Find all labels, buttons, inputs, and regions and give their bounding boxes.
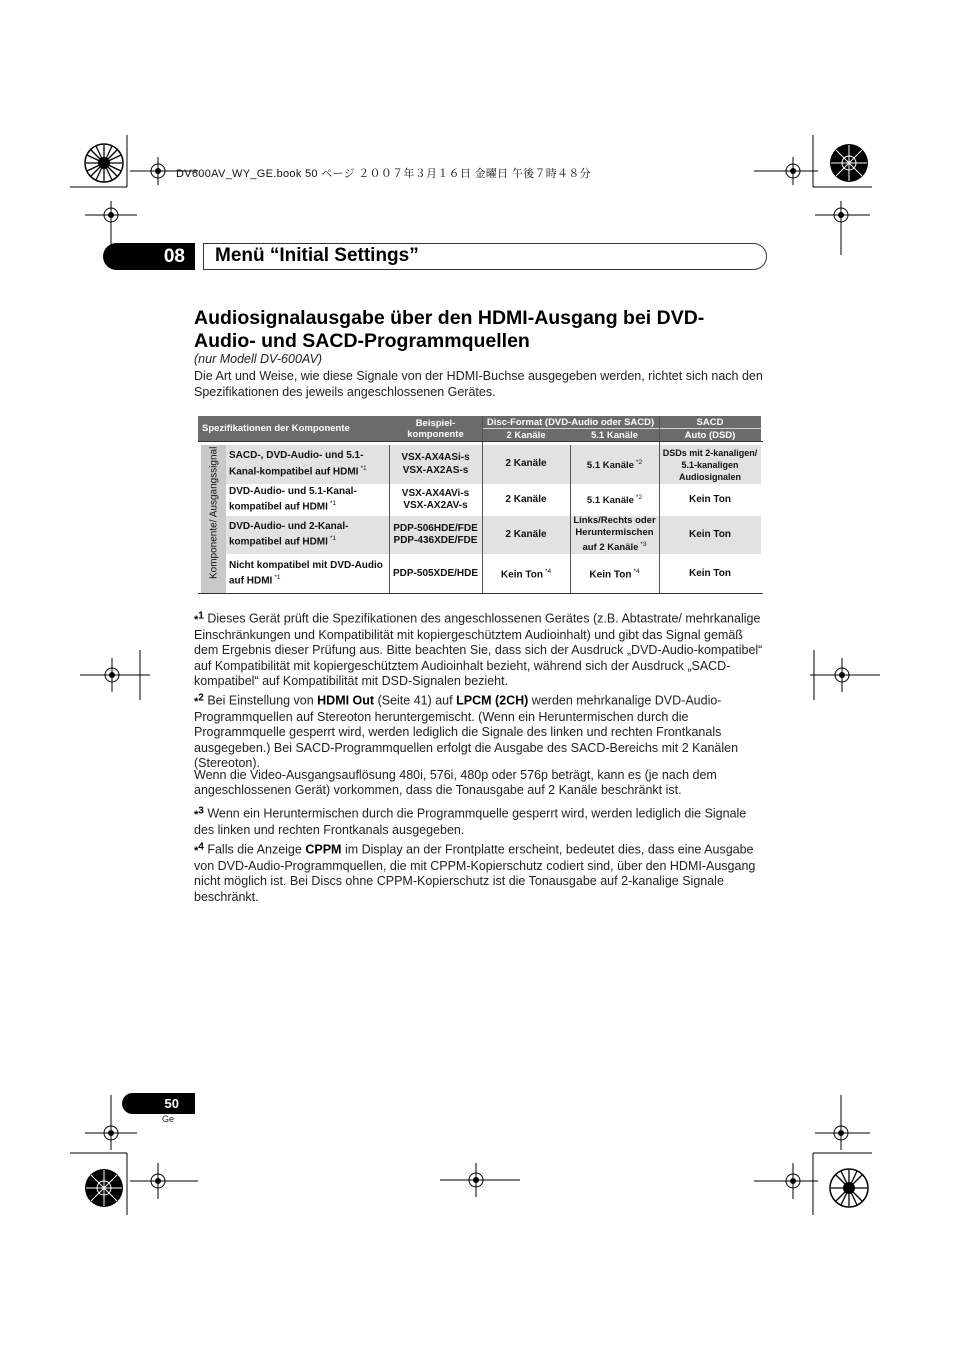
table-row-2-spec: DVD-Audio- und 5.1-Kanal-kompatibel auf HDMI $^{*1}$ xyxy=(229,485,357,513)
table-row-1-51ch: 5.1 Kanäle $^{*2}$ xyxy=(570,445,659,484)
header-example: Beispiel-komponente xyxy=(389,416,482,441)
table-row-3-spec: DVD-Audio- und 2-Kanal-kompatibel auf HDMI $^{*1}$ xyxy=(226,516,389,554)
table-row-2-example: VSX-AX4AVi-s VSX-AX2AV-s xyxy=(401,487,470,511)
table-row-1-spec: SACD-, DVD-Audio- und 5.1-Kanal-kompatibel auf HDMI $^{*1}$ xyxy=(226,445,389,484)
table-row-3-sacd: Kein Ton xyxy=(659,516,761,554)
footnote-4: *$^4$ Falls die Anzeige CPPM im Display an der Frontplatte erscheint, bedeutet dies, dass eine Ausgabe von DVD-Audio-Programmquellen, die mit CPPM-Kopierschutz codiert sind, über den HDMI-Ausgang nicht möglich ist. Bei Discs ohne CPPM-Kopierschutz ist die Tonausgabe auf 2-kanalige Signale beschränkt. xyxy=(194,841,756,904)
table-row-3-2ch: 2 Kanäle xyxy=(482,516,570,554)
chapter-title: Menü “Initial Settings” xyxy=(215,245,419,266)
row-group-label-text: Komponente/ Ausgangssignal xyxy=(208,446,219,579)
lpcm-2ch-setting: LPCM (2CH) xyxy=(456,693,529,708)
registration-mark-bottom-center-icon xyxy=(440,1160,520,1200)
page-language: Ge xyxy=(162,1114,175,1124)
header-auto-dsd: Auto (DSD) xyxy=(659,429,761,441)
table-row-3-51ch: Links/Rechts oder Heruntermischen auf 2 Kanäle $^{*3}$ xyxy=(570,516,659,554)
footnote-2-extra: Wenn die Video-Ausgangsauflösung 480i, 576i, 480p oder 576p beträgt, kann es (je nach dem angeschlossenen Gerät) vorkommen, dass die Tonausgabe auf 2 Kanäle beschränkt ist. xyxy=(194,768,717,798)
table-row-4-2ch: Kein Ton $^{*4}$ xyxy=(500,568,552,581)
footnote-1: *$^1$ Dieses Gerät prüft die Spezifikationen des angeschlossenen Gerätes (z.B. Abtastrate/ mehrkanalige Einschränkungen und Kompatibilität mit kopiergeschütztem Audioinhalt) und gibt das Signal gemäß dem Ergebnis dieser Prüfung aus. Bitte beachten Sie, dass sich der Ausdruck „DVD-Audio-kompatibel“ auf Kompatibilität mit kopiergeschütztem Audioinhalt bezieht, während sich der Ausdruck „SACD-kompatibel“ auf Kompatibilität mit DSD-Signalen bezieht. xyxy=(194,610,763,688)
table-row-2-2ch: 2 Kanäle xyxy=(505,493,547,505)
row-group-label xyxy=(201,445,226,593)
header-sacd: SACD xyxy=(659,416,761,429)
header-disc-format: Disc-Format (DVD-Audio oder SACD) xyxy=(482,416,659,429)
chapter-number-tab: 08 xyxy=(103,243,195,270)
table-row-3-example: PDP-506HDE/FDE PDP-436XDE/FDE xyxy=(389,516,482,554)
header-2ch: 2 Kanäle xyxy=(482,429,570,441)
table-row-2-sacd: Kein Ton xyxy=(688,493,732,505)
book-file-header: DV600AV_WY_GE.book 50 ページ ２００７年３月１６日 金曜日 午後７時４８分 xyxy=(176,168,591,180)
registration-mark-right-middle-icon xyxy=(810,650,880,700)
registration-target-bottom-left-icon xyxy=(83,1167,125,1209)
footnote-3: *$^3$ Wenn ein Heruntermischen durch die Programmquelle gesperrt wird, werden lediglich die Signale des linken und rechten Frontkanals ausgegeben. xyxy=(194,805,747,837)
table-row-4-51ch: Kein Ton $^{*4}$ xyxy=(589,568,640,581)
header-spec: Spezifikationen der Komponente xyxy=(198,416,389,441)
table-row-1-2ch: 2 Kanäle xyxy=(482,445,570,484)
intro-paragraph: Die Art und Weise, wie diese Signale von der HDMI-Buchse ausgegeben werden, richtet sich nach den Spezifikationen des jeweils angeschlossenen Gerätes. xyxy=(194,369,763,399)
table-row-4-sacd: Kein Ton xyxy=(688,567,732,579)
table-row-2-51ch: 5.1 Kanäle $^{*2}$ xyxy=(586,494,643,507)
registration-mark-left-middle-icon xyxy=(80,650,150,700)
footnote-2: *$^2$ Bei Einstellung von HDMI Out (Seite 41) auf LPCM (2CH) werden mehrkanalige DVD-Audio-Programmquellen auf Stereoton heruntergemischt. (Wenn ein Heruntermischen durch die Programmquelle gesperrt wird, werden lediglich die Signale des linken und rechten Frontkanals ausgegeben.) Bei SACD-Programmquellen erfolgt die Ausgabe des SACD-Bereichs mit 2 Kanälen (Stereoton). xyxy=(194,692,739,770)
crop-marks-top-right-icon xyxy=(752,135,882,255)
cppm-indicator: CPPM xyxy=(305,842,342,857)
page-number: 50 xyxy=(122,1093,195,1114)
crop-marks-top-left-icon xyxy=(70,135,210,255)
table-row-1-sacd: DSDs mit 2-kanaligen/ 5.1-kanaligen Audiosignalen xyxy=(659,445,761,484)
hdmi-out-setting: HDMI Out xyxy=(317,693,375,708)
section-title: Audiosignalausgabe über den HDMI-Ausgang bei DVD-Audio- und SACD-Programmquellen xyxy=(194,307,705,352)
registration-target-bottom-right-icon xyxy=(828,1167,870,1209)
model-note: (nur Modell DV-600AV) xyxy=(194,352,323,366)
table-row-1-example: VSX-AX4ASi-s VSX-AX2AS-s xyxy=(389,445,482,484)
table-row-4-spec: Nicht kompatibel mit DVD-Audio auf HDMI $^{*1}$ xyxy=(229,559,383,587)
header-51ch: 5.1 Kanäle xyxy=(570,429,659,441)
table-row-4-example: PDP-505XDE/HDE xyxy=(392,567,479,579)
